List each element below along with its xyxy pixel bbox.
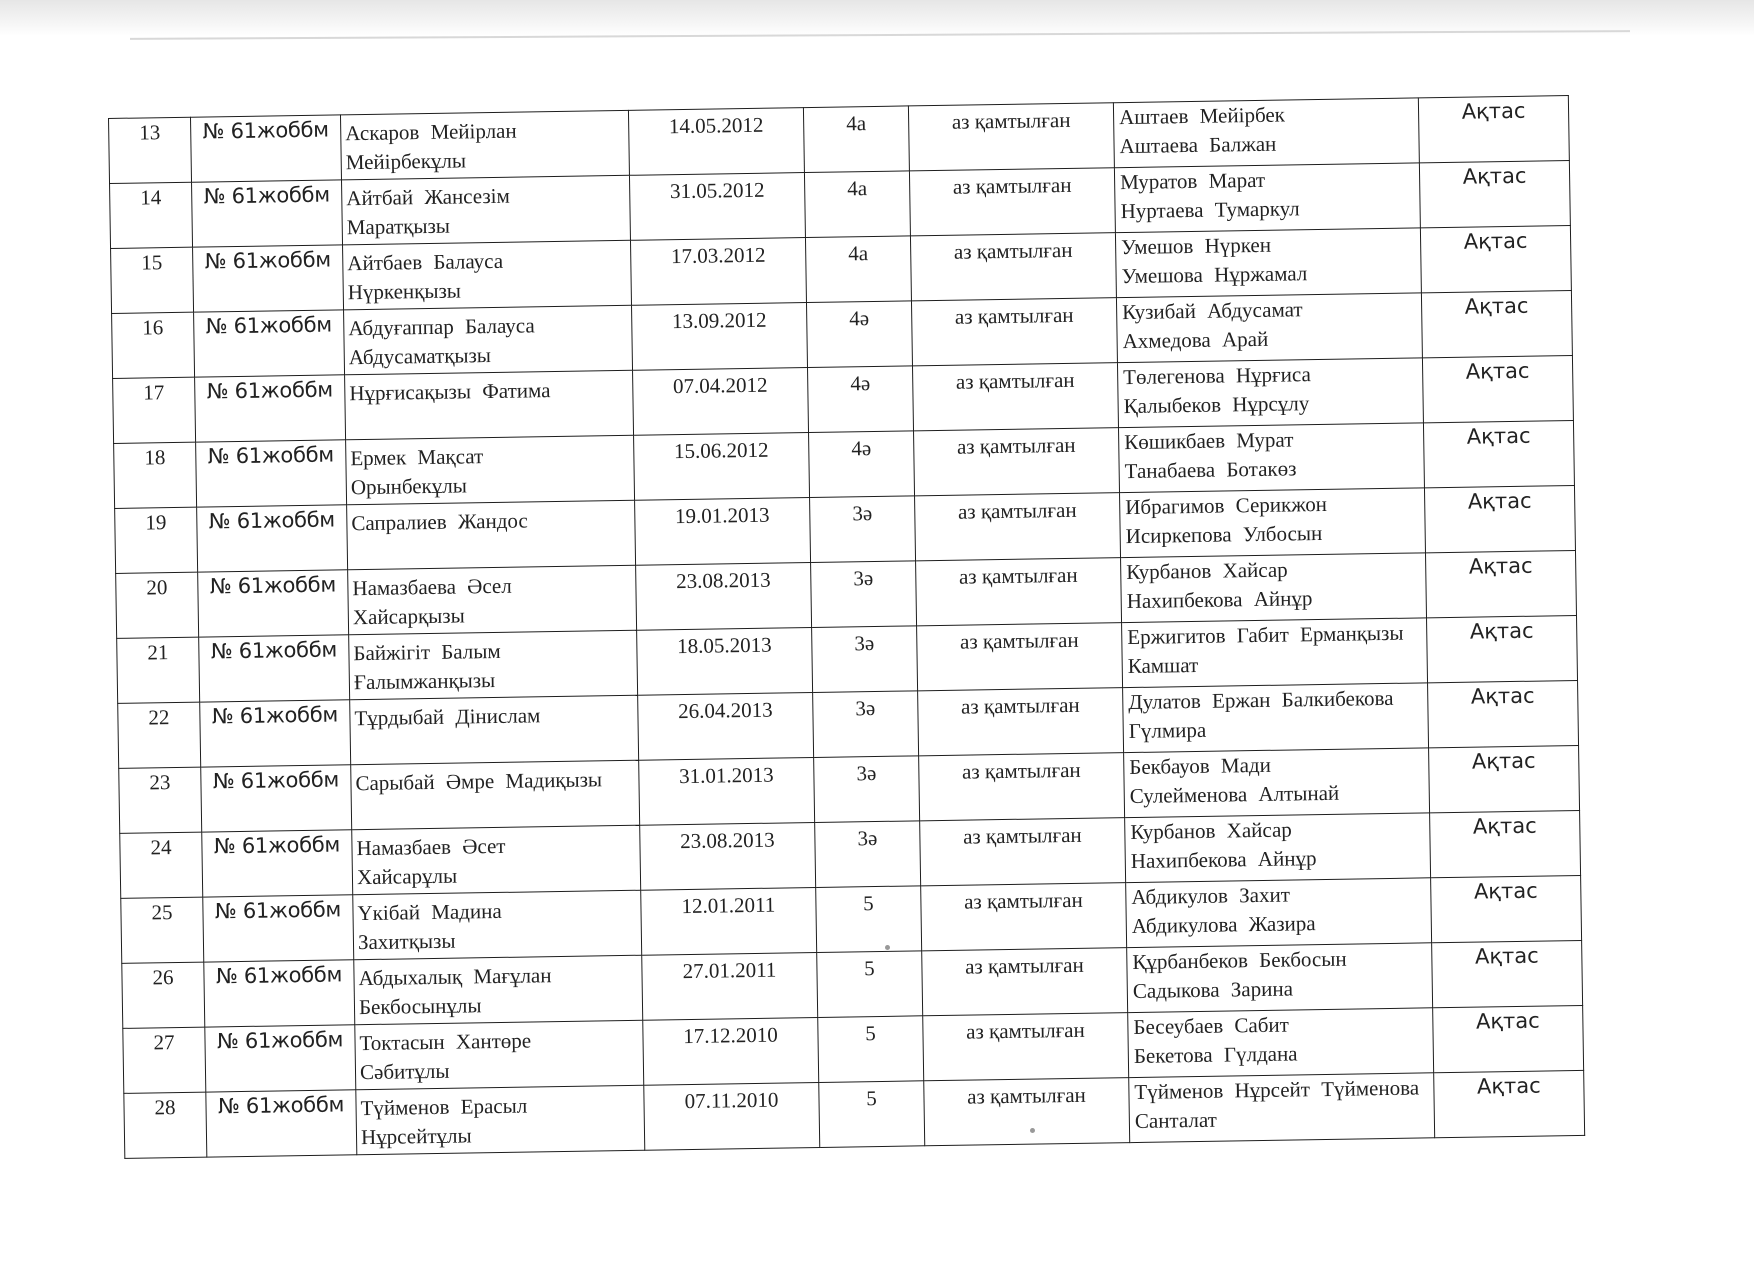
parents-cell [1126, 878, 1432, 948]
village-cell [1434, 1070, 1585, 1137]
scan-speck [1030, 1128, 1035, 1133]
school-cell [197, 505, 348, 572]
row-number-cell [119, 767, 202, 833]
school-cell [190, 115, 341, 182]
status-text: аз қамтылған [957, 497, 1077, 524]
pupil-name-text: Токтасын Хантөре [359, 1028, 532, 1056]
pupil-name-cell [347, 500, 636, 570]
grade-cell [811, 561, 917, 628]
village-cell [1427, 615, 1578, 682]
school-text: № 61жоббм [211, 702, 339, 729]
row-number-cell [110, 182, 193, 248]
status-text: аз қамтылған [953, 237, 1073, 264]
grade-cell [804, 171, 910, 238]
pupil-name-text: Хайсарқызы [352, 603, 465, 630]
village-text: Ақтас [1465, 358, 1530, 384]
register-table [108, 95, 1585, 1159]
row-number-text: 17 [143, 380, 165, 405]
school-text: № 61жоббм [212, 767, 340, 794]
school-text: № 61жоббм [213, 832, 341, 859]
pupil-name-text: Абдыхалық Мағұлан [358, 963, 552, 991]
birth-date-text: 07.04.2012 [672, 372, 768, 399]
row-number-cell [114, 442, 197, 508]
birth-date-cell [630, 238, 806, 306]
parents-text: Қалыбеков Нұрсұлу [1123, 391, 1310, 419]
birth-date-text: 31.05.2012 [669, 177, 765, 204]
parents-text: Нахипбекова Айнұр [1130, 846, 1317, 874]
row-number-cell [118, 702, 201, 768]
pupil-name-cell [355, 1020, 644, 1090]
grade-cell [808, 366, 914, 433]
grade-text: 3ә [852, 501, 873, 526]
parents-cell [1121, 553, 1427, 623]
row-number-cell [123, 1027, 206, 1093]
grade-cell [818, 1016, 924, 1083]
row-number-text: 25 [151, 900, 173, 925]
scan-speck [885, 945, 890, 950]
parents-text: Муратов Марат [1119, 167, 1266, 195]
grade-text: 5 [866, 1086, 877, 1111]
pupil-name-text: Абдуғаппар Балауса [348, 313, 535, 341]
pupil-name-cell [340, 110, 629, 180]
parents-cell [1122, 618, 1428, 688]
school-text: № 61жоббм [210, 637, 338, 664]
pupil-name-text: Үкібай Мадина [357, 898, 502, 926]
parents-text: Абдикулова Жазира [1131, 911, 1316, 939]
grade-cell [819, 1081, 925, 1148]
school-text: № 61жоббм [217, 1092, 345, 1119]
row-number-text: 23 [149, 770, 171, 795]
pupil-name-text: Нұрғисақызы Фатима [349, 378, 551, 406]
birth-date-cell [633, 368, 809, 436]
village-cell [1419, 161, 1570, 228]
village-cell [1418, 96, 1569, 163]
pupil-name-text: Байжігіт Балым [353, 638, 501, 666]
pupil-name-text: Маратқызы [346, 213, 451, 240]
birth-date-cell [635, 498, 811, 566]
parents-text: Сулейменова Алтынай [1129, 780, 1340, 809]
parents-cell [1114, 163, 1420, 233]
school-text: № 61жоббм [215, 962, 343, 989]
grade-cell [805, 236, 911, 303]
row-number-cell [109, 117, 192, 183]
parents-cell [1127, 943, 1433, 1013]
parents-text: Камшат [1127, 652, 1199, 679]
school-text: № 61жоббм [207, 442, 335, 469]
school-cell [200, 700, 351, 767]
birth-date-text: 23.08.2013 [675, 567, 771, 594]
status-cell [915, 493, 1121, 561]
parents-cell [1116, 293, 1422, 363]
village-text: Ақтас [1468, 553, 1533, 579]
school-cell [192, 180, 343, 247]
document-sheet [108, 94, 1624, 1157]
pupil-name-text: Абдусаматқызы [348, 343, 492, 370]
row-number-cell [111, 247, 194, 313]
status-text: аз қамтылған [964, 952, 1084, 979]
grade-cell [813, 691, 919, 758]
pupil-name-cell [344, 305, 633, 375]
parents-cell [1120, 488, 1426, 558]
birth-date-cell [643, 1017, 819, 1085]
birth-date-text: 13.09.2012 [671, 307, 767, 334]
pupil-name-cell [349, 630, 638, 700]
village-cell [1428, 680, 1579, 747]
status-text: аз қамтылған [959, 627, 1079, 654]
village-text: Ақтас [1476, 1073, 1541, 1099]
parents-text: Танабаева Ботакөз [1124, 456, 1297, 484]
parents-text: Аштаев Мейірбек [1118, 102, 1286, 130]
row-number-text: 15 [141, 250, 163, 275]
row-number-text: 21 [147, 640, 169, 665]
pupil-name-text: Орынбекұлы [350, 473, 468, 500]
school-text: № 61жоббм [209, 572, 337, 599]
status-text: аз қамтылған [958, 562, 1078, 589]
village-text: Ақтас [1467, 488, 1532, 514]
parents-text: Бекбауов Мади [1129, 752, 1272, 780]
grade-text: 3ә [854, 631, 875, 656]
grade-cell [817, 951, 923, 1018]
status-cell [917, 623, 1123, 691]
school-text: № 61жоббм [203, 182, 330, 209]
parents-text: Умешов Нүркен [1120, 232, 1272, 260]
row-number-text: 28 [154, 1095, 176, 1120]
birth-date-cell [639, 757, 815, 825]
village-text: Ақтас [1474, 943, 1539, 969]
pupil-name-cell [350, 695, 639, 765]
row-number-text: 16 [142, 315, 164, 340]
pupil-name-text: Сапралиев Жандос [351, 508, 528, 536]
row-number-text: 27 [153, 1030, 175, 1055]
grade-cell [814, 756, 920, 823]
school-cell [206, 1090, 357, 1157]
birth-date-cell [642, 952, 818, 1020]
birth-date-text: 27.01.2011 [682, 957, 777, 984]
school-cell [199, 635, 350, 702]
status-cell [921, 883, 1127, 951]
status-cell [909, 168, 1115, 236]
pupil-name-cell [342, 175, 631, 245]
village-text: Ақтас [1466, 423, 1531, 449]
row-number-text: 20 [146, 575, 168, 600]
school-cell [194, 310, 345, 377]
parents-text: Нахипбекова Айнұр [1126, 586, 1313, 614]
school-cell [196, 440, 347, 507]
school-cell [198, 570, 349, 637]
parents-cell [1118, 423, 1424, 493]
status-cell [920, 818, 1126, 886]
pupil-name-text: Хайсарұлы [356, 863, 458, 890]
village-text: Ақтас [1471, 748, 1536, 774]
pupil-name-text: Намазбаева Әсел [352, 573, 512, 601]
village-text: Ақтас [1475, 1008, 1540, 1034]
birth-date-text: 31.01.2013 [678, 762, 774, 789]
village-cell [1430, 810, 1581, 877]
grade-text: 4а [846, 111, 867, 136]
status-cell [912, 363, 1118, 431]
grade-text: 3ә [855, 696, 876, 721]
status-cell [914, 428, 1120, 496]
row-number-cell [112, 312, 195, 378]
birth-date-text: 23.08.2013 [679, 827, 775, 854]
pupil-name-text: Ермек Мақсат [350, 444, 484, 471]
row-number-cell [115, 507, 198, 573]
parents-text: Нуртаева Тумаркул [1120, 196, 1300, 224]
pupil-name-text: Захитқызы [357, 928, 456, 955]
birth-date-cell [634, 433, 810, 501]
village-cell [1421, 291, 1572, 358]
birth-date-text: 17.03.2012 [670, 242, 766, 269]
birth-date-cell [637, 628, 813, 696]
pupil-name-text: Түйменов Ерасыл [360, 1093, 528, 1121]
status-cell [908, 103, 1114, 171]
pupil-name-text: Тұрдыбай Дінислам [354, 703, 541, 731]
village-cell [1432, 940, 1583, 1007]
status-text: аз қамтылған [965, 1017, 1085, 1044]
village-cell [1431, 875, 1582, 942]
village-text: Ақтас [1470, 683, 1535, 709]
pupil-name-text: Сарыбай Әмре Мадиқызы [355, 767, 603, 796]
grade-cell [812, 626, 918, 693]
row-number-text: 22 [148, 705, 170, 730]
pupil-name-cell [343, 240, 632, 310]
parents-text: Ержигитов Габит Ерманқызы [1127, 620, 1404, 650]
school-cell [202, 830, 353, 897]
status-text: аз қамтылған [952, 172, 1072, 199]
birth-date-cell [638, 693, 814, 761]
grade-text: 4а [848, 241, 869, 266]
pupil-name-cell [356, 1085, 645, 1155]
row-number-cell [121, 897, 204, 963]
status-text: аз қамтылған [955, 367, 1075, 394]
village-text: Ақтас [1463, 228, 1528, 254]
row-number-cell [117, 637, 200, 703]
village-cell [1424, 486, 1575, 553]
parents-text: Санталат [1134, 1107, 1218, 1133]
birth-date-text: 14.05.2012 [668, 112, 764, 139]
grade-text: 4а [847, 176, 868, 201]
pupil-name-text: Аскаров Мейірлан [345, 118, 517, 146]
status-cell [911, 298, 1117, 366]
pupil-name-text: Ғалымжанқызы [353, 667, 496, 695]
pupil-name-cell [354, 955, 643, 1025]
grade-cell [810, 496, 916, 563]
grade-cell [809, 431, 915, 498]
school-cell [205, 1025, 356, 1092]
birth-date-cell [640, 822, 816, 890]
grade-text: 4ә [850, 371, 871, 396]
grade-text: 5 [862, 891, 874, 916]
parents-text: Дулатов Ержан Балкибекова [1128, 685, 1394, 715]
birth-date-text: 19.01.2013 [674, 502, 770, 529]
parents-text: Төлегенова Нұрғиса [1123, 362, 1312, 390]
status-cell [919, 753, 1125, 821]
parents-text: Бесеубаев Сабит [1133, 1012, 1289, 1040]
parents-text: Түйменов Нұрсейт Түйменова [1134, 1075, 1420, 1104]
grade-text: 4ә [849, 306, 870, 331]
parents-text: Көшикбаев Мурат [1124, 427, 1294, 455]
grade-cell [806, 301, 912, 368]
row-number-cell [113, 377, 196, 443]
school-cell [204, 960, 355, 1027]
parents-cell [1124, 748, 1430, 818]
status-cell [910, 233, 1116, 301]
birth-date-text: 07.11.2010 [684, 1087, 779, 1114]
grade-text: 4ә [851, 436, 872, 461]
parents-cell [1117, 358, 1423, 428]
status-text: аз қамтылған [956, 432, 1076, 459]
school-text: № 61жоббм [214, 897, 342, 924]
village-cell [1422, 356, 1573, 423]
birth-date-text: 18.05.2013 [676, 632, 772, 659]
parents-text: Кузибай Абдусамат [1121, 297, 1303, 325]
village-cell [1433, 1005, 1584, 1072]
status-text: аз қамтылған [954, 302, 1074, 329]
row-number-text: 14 [140, 185, 162, 210]
birth-date-cell [632, 303, 808, 371]
village-cell [1423, 421, 1574, 488]
grade-text: 3ә [856, 761, 877, 786]
status-cell [916, 558, 1122, 626]
status-text: аз қамтылған [963, 887, 1083, 914]
row-number-cell [120, 832, 203, 898]
school-cell [195, 375, 346, 442]
pupil-name-cell [351, 760, 640, 830]
parents-cell [1129, 1073, 1435, 1143]
parents-cell [1113, 98, 1419, 168]
status-cell [923, 1013, 1129, 1081]
grade-text: 5 [864, 956, 875, 981]
school-text: № 61жоббм [206, 377, 334, 404]
village-text: Ақтас [1464, 293, 1529, 319]
parents-text: Исиркепова Улбосын [1125, 520, 1323, 549]
grade-cell [803, 106, 909, 173]
row-number-text: 19 [145, 510, 167, 535]
pupil-name-text: Айтбай Жансезім [346, 183, 510, 211]
grade-text: 3ә [853, 566, 874, 591]
pupil-name-text: Сәбитұлы [359, 1058, 450, 1085]
row-number-text: 24 [150, 835, 172, 860]
birth-date-cell [641, 887, 817, 955]
parents-text: Ибрагимов Серикжон [1125, 491, 1328, 520]
parents-text: Курбанов Хайсар [1126, 557, 1288, 585]
school-cell [193, 245, 344, 312]
row-number-text: 26 [152, 965, 174, 990]
parents-text: Құрбанбеков Бекбосын [1132, 946, 1347, 975]
birth-date-cell [636, 563, 812, 631]
status-cell [922, 948, 1128, 1016]
school-text: № 61жоббм [216, 1027, 344, 1054]
parents-text: Умешова Нұржамал [1121, 261, 1308, 289]
status-text: аз қамтылған [966, 1082, 1086, 1109]
parents-text: Бекетова Гүлдана [1133, 1041, 1298, 1069]
status-text: аз қамтылған [951, 107, 1071, 134]
pupil-name-cell [345, 370, 634, 440]
parents-cell [1125, 813, 1431, 883]
birth-date-cell [628, 108, 804, 176]
row-number-cell [122, 962, 205, 1028]
pupil-name-text: Мейірбекұлы [345, 148, 467, 175]
school-cell [203, 895, 354, 962]
birth-date-cell [644, 1082, 820, 1150]
school-text: № 61жоббм [208, 507, 336, 534]
parents-text: Курбанов Хайсар [1130, 817, 1292, 845]
grade-text: 3ә [857, 826, 878, 851]
status-text: аз қамтылған [962, 822, 1082, 849]
parents-cell [1115, 228, 1421, 298]
parents-text: Абдикулов Захит [1131, 882, 1291, 910]
pupil-name-text: Намазбаев Әсет [356, 833, 506, 861]
status-text: аз қамтылған [960, 692, 1080, 719]
status-cell [924, 1078, 1130, 1146]
school-text: № 61жоббм [202, 117, 329, 144]
row-number-cell [116, 572, 199, 638]
row-number-text: 13 [139, 120, 161, 145]
birth-date-text: 12.01.2011 [681, 892, 776, 919]
village-cell [1429, 745, 1580, 812]
village-text: Ақтас [1461, 98, 1526, 124]
pupil-name-cell [352, 825, 641, 895]
grade-cell [815, 821, 921, 888]
status-text: аз қамтылған [961, 757, 1081, 784]
pupil-name-cell [348, 565, 637, 635]
parents-cell [1123, 683, 1429, 753]
birth-date-text: 17.12.2010 [683, 1022, 778, 1049]
village-text: Ақтас [1473, 878, 1538, 904]
pupil-name-text: Нүркенқызы [347, 278, 462, 305]
village-cell [1425, 551, 1576, 618]
pupil-name-cell [346, 435, 635, 505]
school-text: № 61жоббм [204, 247, 331, 274]
parents-cell [1128, 1008, 1434, 1078]
birth-date-text: 15.06.2012 [673, 437, 769, 464]
village-text: Ақтас [1462, 163, 1527, 189]
birth-date-cell [629, 173, 805, 241]
school-text: № 61жоббм [205, 312, 332, 339]
pupil-name-cell [353, 890, 642, 960]
village-text: Ақтас [1469, 618, 1534, 644]
grade-cell [816, 886, 922, 953]
pupil-name-text: Бекбосынұлы [358, 993, 482, 1020]
parents-text: Аштаева Балжан [1119, 131, 1277, 159]
row-number-text: 18 [144, 445, 166, 470]
pupil-name-text: Айтбаев Балауса [347, 248, 504, 276]
row-number-cell [124, 1092, 207, 1158]
grade-text: 5 [865, 1021, 876, 1046]
pupil-name-text: Нұрсейтұлы [360, 1123, 472, 1150]
birth-date-text: 26.04.2013 [677, 697, 773, 724]
school-cell [201, 765, 352, 832]
parents-text: Гүлмира [1128, 717, 1207, 744]
status-cell [918, 688, 1124, 756]
village-cell [1420, 226, 1571, 293]
parents-text: Ахмедова Арай [1122, 326, 1269, 354]
parents-text: Садыкова Зарина [1132, 976, 1294, 1004]
village-text: Ақтас [1472, 813, 1537, 839]
